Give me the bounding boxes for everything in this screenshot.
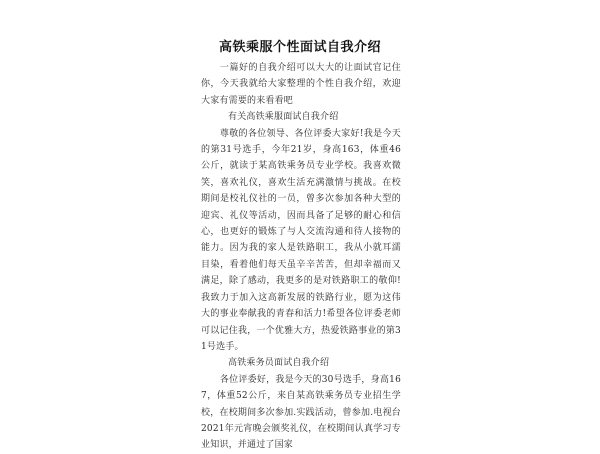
intro-paragraph: 一篇好的自我介绍可以大大的让面试官记住你，今天我就给大家整理的个性自我介绍，欢迎大家有需要的来看看吧 bbox=[201, 63, 401, 106]
section-heading: 高铁乘务员面试自我介绍 bbox=[228, 358, 330, 369]
section-paragraph: 尊敬的各位领导、各位评委大家好!我是今天的第31号选手，今年21岁，身高163，体重46公斤，就读于某高铁乘务员专业学校。我喜欢微笑，喜欢礼仪，喜欢生活充满激情与挑战。在校期间是校礼仪社的一员，曾多次参加各种大型的迎宾、礼仪等活动，因而具备了足够的耐心和信心，也更好的锻炼了与人交流沟通和待人接物的能力。因为我的家人是铁路职工，我从小就耳濡目染，看着他们每天虽辛辛苦苦，但却幸福而又满足，除了感动，我更多的是对铁路职工的敬仰!我致力于加入这高新发展的铁路行业，愿为这伟大的事业奉献我的青春和活力!希望各位评委老师可以记住我，一个优雅大方，热爱铁路事业的第31号选手。 bbox=[201, 128, 401, 352]
document-body bbox=[201, 60, 401, 454]
page-title: 高铁乘服个性面试自我介绍 bbox=[218, 40, 381, 55]
section-heading: 有关高铁乘服面试自我介绍 bbox=[228, 112, 339, 123]
section-paragraph: 各位评委好，我是今天的30号选手，身高167，体重52公斤，来自某高铁乘务员专业招生学校，在校期间多次参加.实践活动，曾参加.电视台2021年元宵晚会颁奖礼仪，在校期间认真学习专业知识，并通过了国家 bbox=[201, 374, 401, 451]
